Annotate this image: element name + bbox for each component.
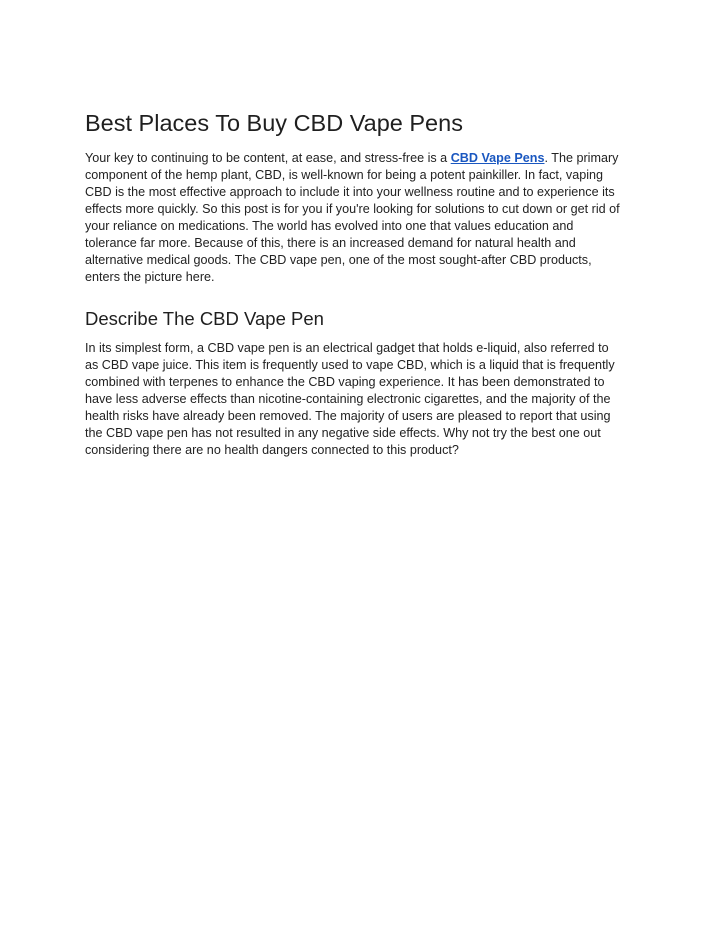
intro-line: enters the picture here. [85, 270, 215, 284]
intro-text-after-link: . The primary [544, 151, 619, 165]
intro-line: alternative medical goods. The CBD vape pen, one of the most sought-after CBD products, [85, 253, 592, 267]
intro-line: CBD is the most effective approach to include it into your wellness routine and to experience its [85, 185, 615, 199]
section-line: In its simplest form, a CBD vape pen is an electrical gadget that holds e-liquid, also referred to [85, 341, 609, 355]
section-heading: Describe The CBD Vape Pen [85, 308, 324, 329]
intro-text-before-link: Your key to continuing to be content, at ease, and stress-free is a [85, 151, 451, 165]
intro-paragraph [85, 150, 637, 286]
section-line: the CBD vape pen has not resulted in any negative side effects. Why not try the best one out [85, 426, 601, 440]
document-page [85, 108, 637, 459]
cbd-vape-pens-link[interactable]: CBD Vape Pens [450, 151, 545, 165]
intro-line: your reliance on medications. The world has evolved into one that values education and [85, 219, 574, 233]
intro-line: tolerance far more. Because of this, there is an increased demand for natural health and [85, 236, 576, 250]
intro-line: component of the hemp plant, CBD, is well-known for being a potent painkiller. In fact, vaping [85, 168, 604, 182]
section-line: considering there are no health dangers connected to this product? [85, 443, 459, 457]
intro-line: effects more quickly. So this post is for you if you're looking for solutions to cut down or get rid of [85, 202, 620, 216]
section-line: combined with terpenes to enhance the CBD vaping experience. It has been demonstrated to [85, 375, 605, 389]
section-line: have less adverse effects than nicotine-containing electronic cigarettes, and the majority of the [85, 392, 611, 406]
intro-line-1 [85, 150, 637, 167]
page-title: Best Places To Buy CBD Vape Pens [85, 110, 463, 136]
section-line: as CBD vape juice. This item is frequently used to vape CBD, which is a liquid that is frequently [85, 358, 615, 372]
section-line: health risks have already been removed. The majority of users are pleased to report that using [85, 409, 611, 423]
section-paragraph [85, 340, 637, 459]
